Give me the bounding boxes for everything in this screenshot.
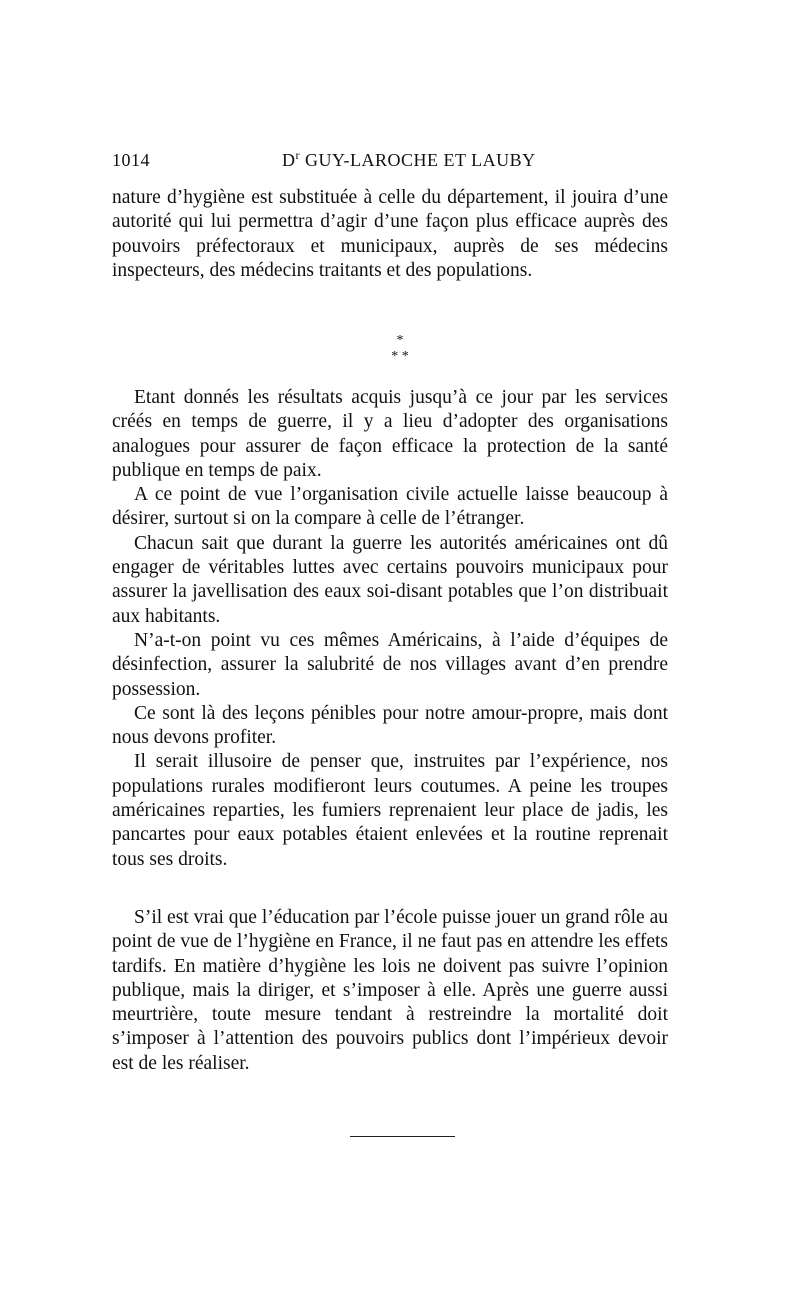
text-block-main (112, 386, 668, 872)
paragraph: A ce point de vue l’organisation civile actuelle laisse beaucoup à désirer, surtout si on la compare à celle de l’étranger. (112, 484, 668, 530)
paragraph: Il serait illusoire de penser que, instruites par l’expérience, nos populations rurales modifieront leurs coutumes. A peine les troupes américaines reparties, les fumiers reprenaient leur place de jadis, les pancartes pour eaux potables étaient enlevées et la routine reprenait tous ses droits. (112, 751, 668, 870)
author-prefix-superscript: r (295, 148, 300, 162)
author-prefix: D (282, 150, 296, 170)
paragraph: N’a-t-on point vu ces mêmes Américains, à l’aide d’équipes de désinfection, assurer la salubrité de nos villages avant d’en prendre possession. (112, 629, 668, 700)
paragraph: Chacun sait que durant la guerre les autorités américaines ont dû engager de véritables luttes avec certains pouvoirs municipaux pour assurer la javellisation des eaux soi-disant potables que l’on distribuait aux habitants. (112, 532, 668, 627)
running-header (112, 150, 668, 176)
closing-rule (350, 1136, 455, 1137)
author-names: GUY-LAROCHE ET LAUBY (300, 150, 536, 170)
asterism-bottom: * * (391, 349, 409, 364)
paragraph: nature d’hygiène est substituée à celle du département, il jouira d’une autorité qui lui permettra d’agir d’une façon plus efficace auprès des pouvoirs préfectoraux et municipaux, auprès de ses médecins inspecteurs, des médecins traitants et des populations. (112, 187, 668, 281)
running-head-authors (282, 150, 536, 171)
asterism-separator (360, 333, 440, 373)
page-number: 1014 (112, 150, 150, 170)
paragraph: S’il est vrai que l’éducation par l’école puisse jouer un grand rôle au point de vue de l’hygiène en France, il ne faut pas en attendre les effets tardifs. En matière d’hygiène les lois ne doivent pas suivre l’opinion publique, mais la diriger, et s’imposer à elle. Après une guerre aussi meurtrière, toute mesure tendant à restreindre la mortalité doit s’imposer à l’attention des pouvoirs publics dont l’impérieux devoir est de les réaliser. (112, 907, 668, 1074)
text-block-conclusion (112, 906, 668, 1076)
paragraph: Etant donnés les résultats acquis jusqu’à ce jour par les services créés en temps de guerre, il y a lieu d’adopter des organisations analogues pour assurer de façon efficace la protection de la santé publique en temps de paix. (112, 387, 668, 481)
asterism-top: * (396, 333, 404, 348)
paragraph: Ce sont là des leçons pénibles pour notre amour-propre, mais dont nous devons profiter. (112, 702, 668, 749)
text-block-continuation (112, 186, 668, 283)
